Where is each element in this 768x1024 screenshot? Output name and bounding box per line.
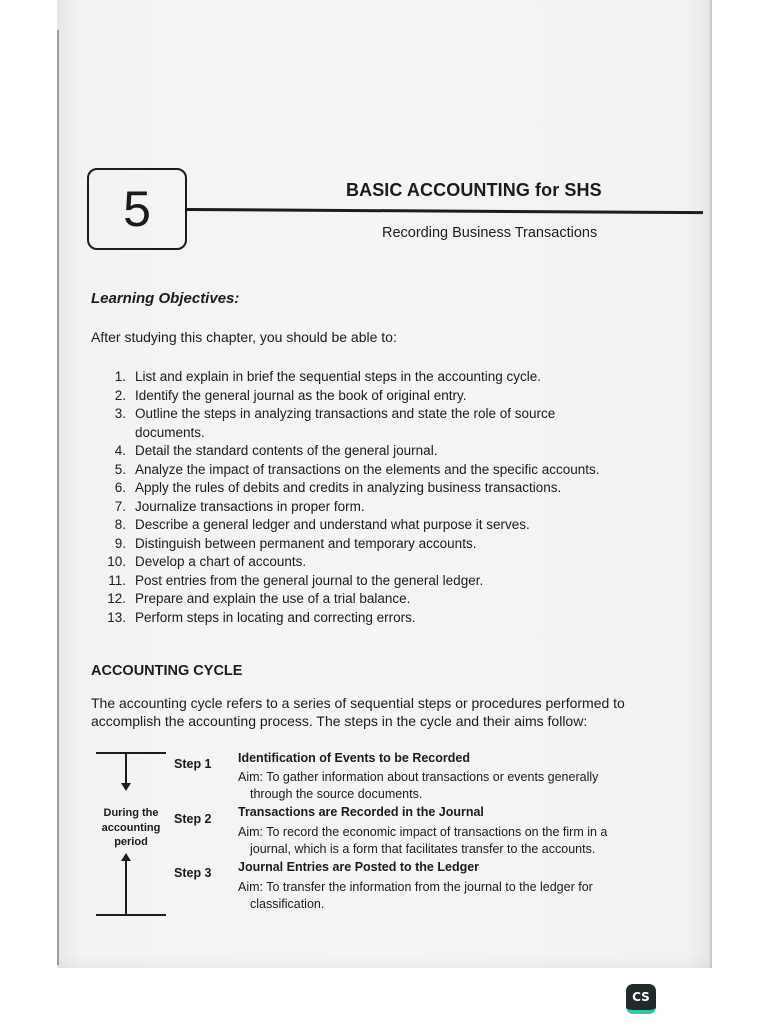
list-item-number: 11. — [108, 572, 126, 588]
step-3-aim — [238, 879, 648, 913]
learning-objectives-heading: Learning Objectives: — [91, 290, 240, 307]
step-1-aim-line: through the source documents. — [250, 787, 423, 801]
period-label-line: period — [114, 836, 148, 848]
list-item — [100, 442, 610, 461]
list-item-text: Prepare and explain the use of a trial balance. — [135, 591, 411, 606]
step-2-aim-line: journal, which is a form that facilitates transfer to the accounts. — [250, 842, 596, 856]
list-item — [100, 609, 610, 628]
chapter-number-box — [87, 168, 187, 250]
list-item-number: 8. — [114, 517, 126, 532]
step-2-aim-line: Aim: To record the economic impact of transactions on the firm in a — [238, 825, 608, 839]
list-item-text: List and explain in brief the sequential steps in the accounting cycle. — [135, 369, 542, 384]
list-item-number: 12. — [107, 591, 126, 606]
chapter-subtitle: Recording Business Transactions — [382, 225, 598, 241]
page-edge-right — [710, 0, 712, 968]
list-item — [100, 590, 610, 609]
list-item — [100, 479, 610, 498]
step-2-label: Step 2 — [174, 812, 212, 826]
timeline-bottom-bar — [96, 914, 166, 916]
step-1-title: Identification of Events to be Recorded — [238, 751, 470, 765]
timeline-top-bar — [96, 752, 166, 754]
list-item-number: 2. — [114, 387, 126, 403]
camscanner-logo-text: CS — [632, 990, 650, 1004]
list-item — [100, 572, 610, 591]
list-item-number: 6. — [114, 480, 126, 495]
list-item-text: Describe a general ledger and understand what purpose it serves. — [135, 517, 530, 532]
list-item — [100, 387, 610, 406]
list-item-text: Journalize transactions in proper form. — [135, 498, 365, 514]
list-item-text: Outline the steps in analyzing transactions and state the role of source documents. — [135, 406, 556, 440]
list-item-text: Perform steps in locating and correcting errors. — [135, 609, 416, 625]
chapter-number: 5 — [123, 181, 151, 237]
list-item-text: Distinguish between permanent and temporary accounts. — [135, 535, 477, 551]
list-item-text: Detail the standard contents of the general journal. — [135, 443, 438, 458]
page-edge-left — [57, 30, 59, 965]
list-item — [100, 553, 610, 572]
step-3-aim-line: classification. — [250, 897, 325, 911]
objectives-list — [100, 368, 610, 627]
list-item-number: 7. — [114, 498, 126, 514]
period-label-line: accounting — [101, 821, 161, 834]
list-item-number: 10. — [107, 554, 126, 569]
step-2-title: Transactions are Recorded in the Journal — [238, 805, 484, 819]
list-item — [100, 405, 610, 442]
list-item — [100, 535, 610, 554]
list-item-text: Identify the general journal as the book of original entry. — [135, 387, 467, 403]
list-item — [100, 461, 610, 480]
list-item-text: Post entries from the general journal to the general ledger. — [135, 572, 484, 588]
up-arrow-icon — [125, 860, 127, 914]
step-1-label: Step 1 — [174, 757, 212, 771]
list-item — [100, 368, 610, 387]
list-item — [100, 516, 610, 535]
list-item — [100, 498, 610, 517]
step-3-label: Step 3 — [174, 866, 212, 880]
accounting-cycle-heading: ACCOUNTING CYCLE — [91, 663, 243, 679]
list-item-text: Develop a chart of accounts. — [135, 554, 307, 569]
arrowhead-down-icon — [121, 783, 131, 791]
step-1-aim — [238, 769, 648, 803]
list-item-text: Analyze the impact of transactions on the elements and the specific accounts. — [135, 461, 600, 477]
list-item-text: Apply the rules of debits and credits in analyzing business transactions. — [135, 480, 562, 495]
step-1-aim-line: Aim: To gather information about transactions or events generally — [238, 770, 599, 784]
list-item-number: 4. — [114, 443, 126, 458]
camscanner-logo-icon — [626, 984, 656, 1014]
list-item-number: 9. — [114, 535, 126, 551]
book-title: BASIC ACCOUNTING for SHS — [346, 180, 602, 200]
period-label-line: During the — [103, 807, 159, 819]
list-item-number: 1. — [114, 369, 126, 384]
step-3-aim-line: Aim: To transfer the information from the journal to the ledger for — [238, 880, 593, 894]
list-item-number: 3. — [114, 406, 126, 421]
list-item-number: 13. — [107, 609, 126, 625]
step-3-title: Journal Entries are Posted to the Ledger — [238, 860, 480, 874]
down-arrow-icon — [125, 753, 127, 785]
learning-objectives-intro: After studying this chapter, you should be able to: — [91, 329, 397, 345]
list-item-number: 5. — [114, 461, 126, 477]
accounting-cycle-paragraph: The accounting cycle refers to a series of sequential steps or procedures performed to accomplish the accounting process. The steps in the cycle and their aims follow: — [91, 695, 625, 729]
accounting-period-label — [96, 806, 166, 850]
step-2-aim — [238, 824, 648, 858]
